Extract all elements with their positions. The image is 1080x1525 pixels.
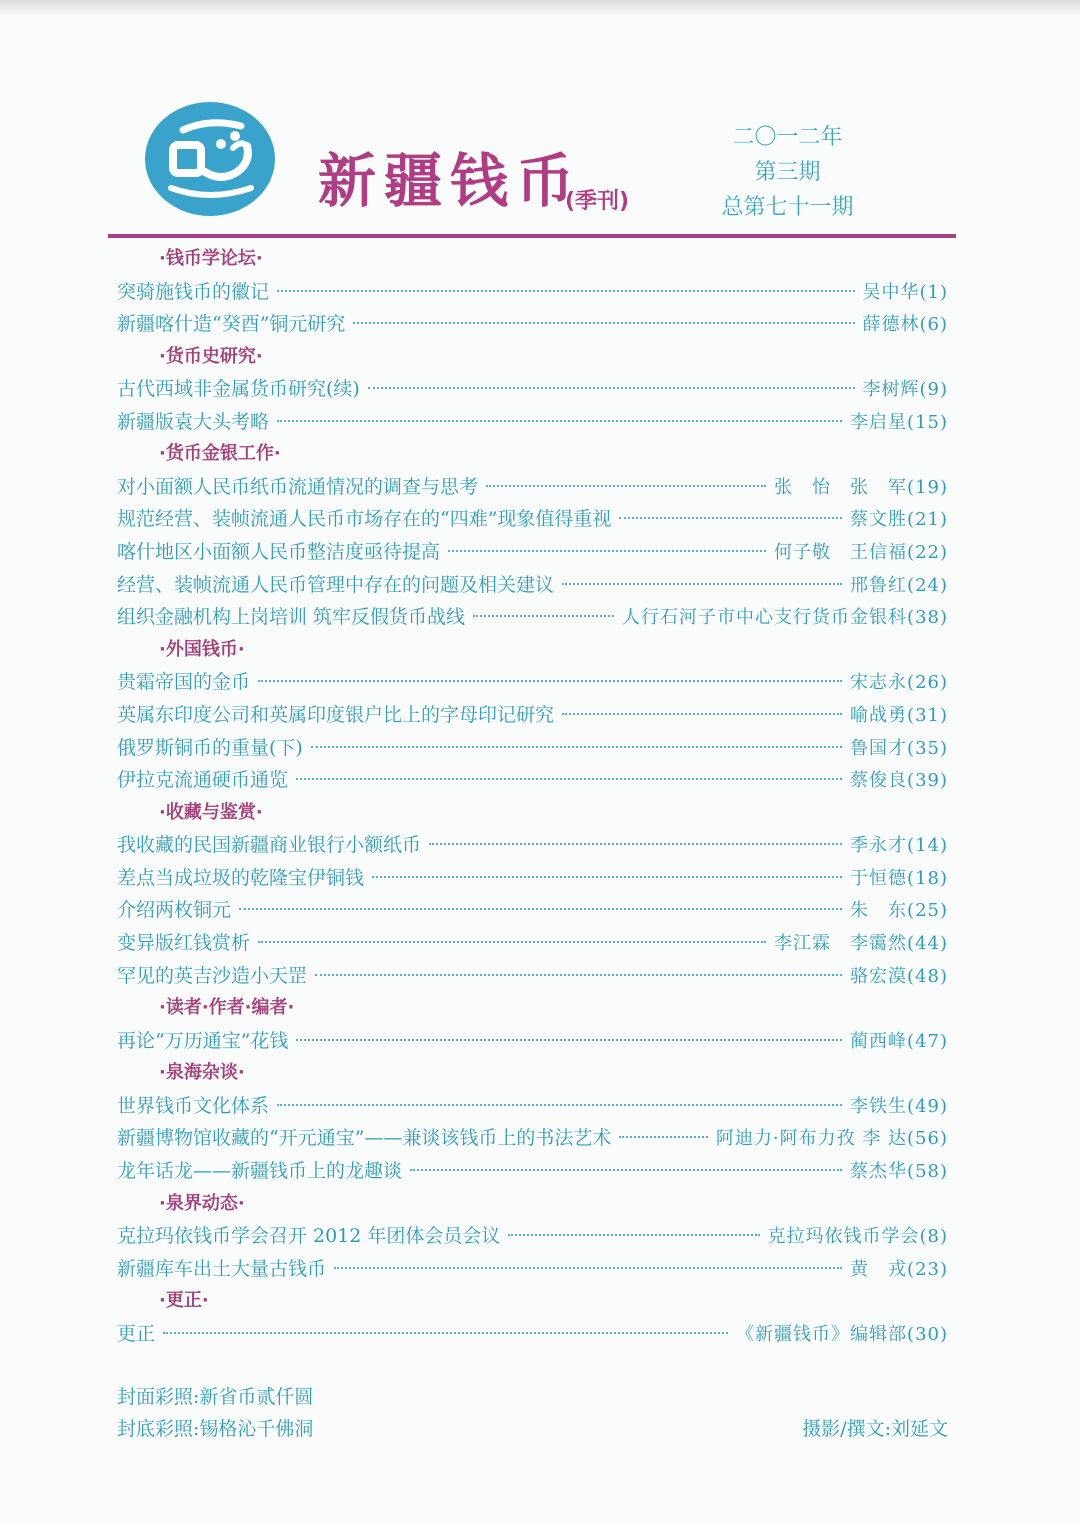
journal-title: 新疆钱币 [318, 147, 583, 215]
toc-leader-dots [619, 517, 842, 519]
toc-entry [117, 601, 948, 634]
toc-entry-title: 俄罗斯铜币的重量(下) [117, 736, 303, 759]
toc-entry-author-page: 蔺西峰(47) [850, 1030, 948, 1052]
toc-entry [117, 1122, 948, 1155]
toc-entry [117, 406, 948, 439]
toc-entry-author-page: 邢鲁红(24) [850, 574, 948, 596]
toc-entry [117, 503, 948, 536]
toc-leader-dots [410, 1169, 842, 1171]
toc-leader-dots [277, 1104, 842, 1106]
toc-entry [117, 569, 948, 602]
toc-entry-author-page: 李启星(15) [850, 411, 948, 433]
toc-entry [117, 373, 948, 406]
toc-entry-title: 英属东印度公司和英属印度银户比上的字母印记研究 [117, 703, 555, 726]
toc-entry [117, 1025, 948, 1058]
table-of-contents [117, 243, 948, 1350]
toc-entry [117, 862, 948, 895]
toc-entry [117, 471, 948, 504]
toc-leader-dots [473, 615, 614, 617]
toc-section-heading: ·泉界动态· [159, 1192, 245, 1214]
toc-entry-author-page: 李树辉(9) [862, 379, 948, 401]
toc-leader-dots [486, 485, 766, 487]
toc-entry-title: 突骑施钱币的徽记 [117, 280, 270, 303]
toc-entry-author-page: 鲁国才(35) [850, 737, 948, 759]
toc-leader-dots [296, 778, 842, 780]
toc-entry-author-page: 朱 东(25) [850, 900, 948, 922]
toc-entry-title: 变异版红钱赏析 [117, 932, 251, 954]
toc-entry-title: 差点当成垃圾的乾隆宝伊铜钱 [117, 866, 365, 889]
toc-leader-dots [334, 1267, 842, 1269]
toc-leader-dots [239, 908, 842, 910]
toc-section-heading: ·泉海杂谈· [159, 1062, 245, 1084]
toc-entry [117, 276, 948, 309]
toc-entry-author-page: 蔡文胜(21) [850, 509, 948, 531]
toc-entry-author-page: 何子敬 王信福(22) [774, 542, 948, 564]
toc-entry-author-page: 季永才(14) [850, 835, 948, 857]
toc-entry-author-page: 于恒德(18) [850, 867, 948, 889]
toc-leader-dots [258, 680, 842, 682]
toc-section-heading: ·更正· [159, 1290, 209, 1312]
top-shadow [0, 0, 1080, 16]
toc-entry [117, 1220, 948, 1253]
toc-entry [117, 960, 948, 993]
toc-entry [117, 699, 948, 732]
toc-entry-author-page: 阿迪力·阿布力孜 李 达(56) [715, 1128, 948, 1150]
toc-leader-dots [562, 583, 842, 585]
toc-leader-dots [315, 974, 842, 976]
toc-section-heading: ·读者·作者·编者· [159, 997, 295, 1019]
toc-entry-title: 新疆版袁大头考略 [117, 410, 270, 433]
toc-entry-author-page: 李江霖 李霭然(44) [774, 933, 948, 954]
toc-entry-author-page: 蔡杰华(58) [850, 1160, 948, 1182]
toc-entry-author-page: 李铁生(49) [850, 1095, 948, 1117]
toc-entry-author-page: 骆宏漠(48) [850, 965, 948, 987]
toc-entry-title: 贵霜帝国的金币 [117, 671, 251, 694]
toc-entry-author-page: 吴中华(1) [862, 281, 948, 303]
toc-entry-title: 喀什地区小面额人民币整洁度亟待提高 [117, 541, 441, 564]
toc-entry [117, 1155, 948, 1188]
toc-leader-dots [258, 941, 766, 943]
toc-entry-title: 规范经营、装帧流通人民币市场存在的“四难”现象值得重视 [117, 508, 612, 531]
toc-entry-title: 世界钱币文化体系 [117, 1094, 270, 1117]
toc-entry [117, 927, 948, 960]
toc-entry-title: 再论“万历通宝”花钱 [117, 1029, 289, 1052]
header-divider [108, 234, 956, 238]
toc-entry-title: 更正 [117, 1322, 156, 1345]
toc-entry-title: 伊拉克流通硬币通览 [117, 769, 289, 792]
issue-total: 总第七十一期 [721, 195, 854, 220]
issue-year: 二〇一二年 [732, 125, 843, 150]
toc-entry-title: 罕见的英吉沙造小天罡 [117, 964, 308, 987]
toc-entry-title: 古代西域非金属货币研究(续) [117, 378, 360, 401]
toc-entry [117, 308, 948, 341]
toc-entry-title: 经营、装帧流通人民币管理中存在的问题及相关建议 [117, 573, 555, 596]
toc-entry-author-page: 克拉玛依钱币学会(8) [767, 1226, 948, 1248]
toc-entry [117, 894, 948, 927]
toc-entry [117, 1318, 948, 1351]
journal-subtitle: (季刊) [565, 189, 630, 214]
toc-entry-author-page: 黄 戎(23) [850, 1258, 948, 1280]
toc-entry-author-page: 薛德林(6) [862, 314, 948, 336]
toc-leader-dots [372, 876, 842, 878]
toc-entry [117, 764, 948, 797]
toc-entry-author-page: 人行石河子市中心支行货币金银科(38) [622, 607, 948, 629]
toc-section-heading: ·收藏与鉴赏· [159, 801, 263, 823]
toc-entry [117, 536, 948, 569]
toc-entry [117, 666, 948, 699]
toc-leader-dots [296, 1039, 842, 1041]
toc-leader-dots [311, 746, 842, 748]
toc-entry-title: 对小面额人民币纸币流通情况的调查与思考 [117, 475, 479, 498]
toc-entry-title: 新疆喀什造“癸酉”铜元研究 [117, 313, 346, 336]
toc-entry-title: 介绍两枚铜元 [117, 899, 232, 922]
toc-leader-dots [562, 713, 842, 715]
toc-leader-dots [277, 290, 854, 292]
toc-leader-dots [619, 1136, 707, 1138]
toc-entry-title: 我收藏的民国新疆商业银行小额纸币 [117, 834, 422, 857]
front-cover-caption: 封面彩照:新省币贰仟圆 [117, 1386, 314, 1408]
toc-entry-author-page: 张 怡 张 军(19) [774, 476, 948, 498]
journal-logo [143, 100, 277, 218]
toc-entry [117, 1090, 948, 1123]
toc-section-heading: ·钱币学论坛· [159, 248, 263, 269]
photo-credit: 摄影/撰文:刘延文 [802, 1418, 948, 1440]
toc-section-heading: ·货币金银工作· [159, 443, 281, 465]
toc-section-heading: ·外国钱币· [159, 638, 245, 660]
toc-leader-dots [368, 387, 855, 389]
toc-leader-dots [508, 1234, 759, 1236]
toc-entry [117, 1253, 948, 1286]
toc-entry-author-page: 《新疆钱币》编辑部(30) [736, 1323, 948, 1345]
toc-entry-title: 克拉玛依钱币学会召开 2012 年团体会员会议 [117, 1225, 501, 1248]
toc-leader-dots [277, 420, 842, 422]
toc-section-heading: ·货币史研究· [159, 345, 263, 367]
issue-number: 第三期 [754, 160, 821, 185]
toc-entry-author-page: 宋志永(26) [850, 672, 948, 694]
toc-leader-dots [353, 322, 854, 324]
toc-leader-dots [448, 550, 766, 552]
toc-entry-title: 新疆库车出土大量古钱币 [117, 1257, 327, 1280]
toc-entry-title: 组织金融机构上岗培训 筑牢反假货币战线 [117, 606, 466, 629]
toc-entry-author-page: 喻战勇(31) [850, 704, 948, 726]
toc-entry [117, 829, 948, 862]
toc-entry [117, 732, 948, 765]
toc-leader-dots [163, 1332, 728, 1334]
toc-entry-title: 龙年话龙——新疆钱币上的龙趣谈 [117, 1159, 403, 1182]
toc-entry-author-page: 蔡俊良(39) [850, 770, 948, 792]
toc-leader-dots [429, 843, 842, 845]
toc-entry-title: 新疆博物馆收藏的“开元通宝”——兼谈该钱币上的书法艺术 [117, 1127, 612, 1150]
issue-info [700, 120, 875, 225]
back-cover-caption: 封底彩照:锡格沁千佛洞 [117, 1418, 314, 1440]
